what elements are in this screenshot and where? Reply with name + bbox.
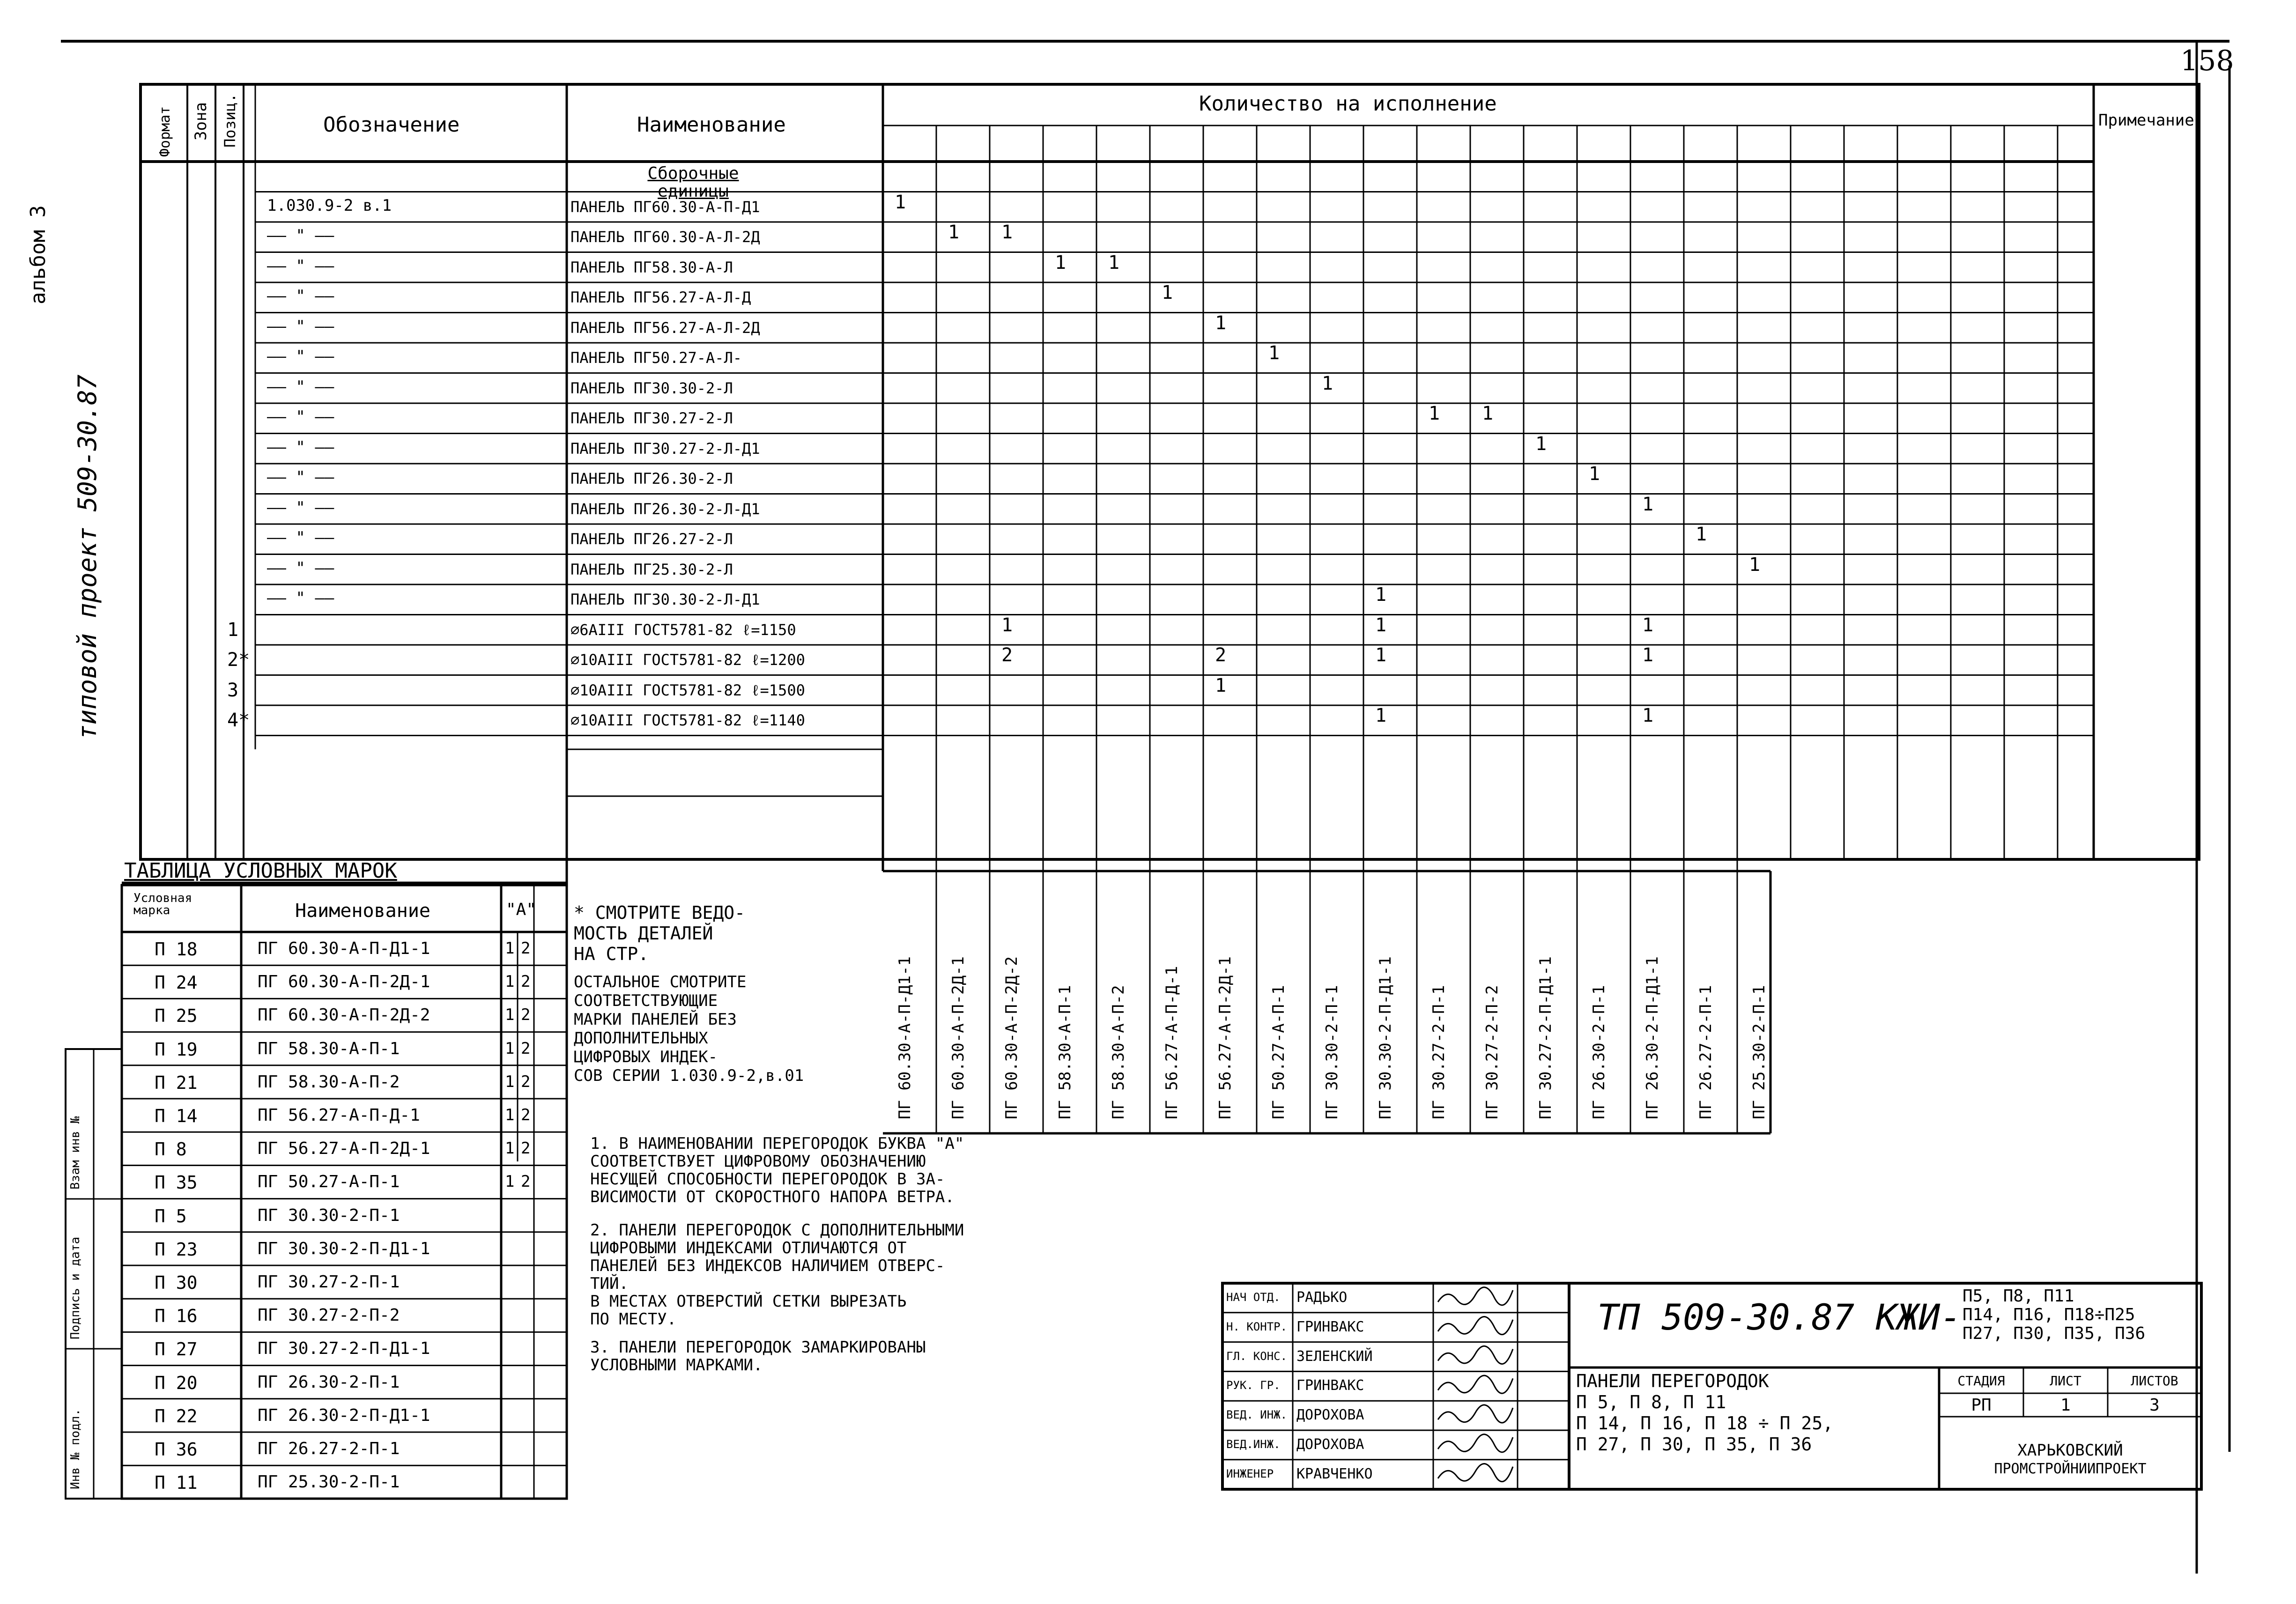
row-designation: —— " —— (267, 468, 334, 487)
row-designation: —— " —— (267, 437, 334, 457)
mark-name: ПГ 26.30-2-П-1 (258, 1372, 400, 1392)
note-line: МОСТЬ ДЕТАЛЕЙ (574, 923, 713, 944)
column-label: ПГ 58.30-А-П-2 (1109, 985, 1128, 1119)
row-designation: —— " —— (267, 256, 334, 275)
signature-scribble (1438, 1405, 1513, 1423)
mark-code: П 22 (155, 1405, 198, 1427)
section-title: Сборочные единицы (647, 164, 739, 201)
mark-code: П 30 (155, 1272, 198, 1293)
header-quantity: Количество на исполнение (1199, 92, 1497, 116)
mark-name: ПГ 50.27-А-П-1 (258, 1172, 400, 1192)
signature-name: ГРИНВАКС (1296, 1318, 1364, 1335)
mark-code: П 14 (155, 1106, 198, 1126)
note-line: НА СТР. (574, 944, 649, 964)
note-line: В МЕСТАХ ОТВЕРСТИЙ СЕТКИ ВЫРЕЗАТЬ (590, 1292, 907, 1311)
code-suffix-1: П5, П8, П11 (1963, 1286, 2074, 1306)
marks-header-a: "А" (506, 900, 537, 919)
note-line: СООТВЕТСТВУЮЩИЕ (574, 991, 718, 1010)
row-designation: —— " —— (267, 558, 334, 577)
mark-a1: 1 (505, 1172, 515, 1191)
note-line: ЦИФРОВЫХ ИНДЕК- (574, 1048, 718, 1066)
mark-name: ПГ 25.30-2-П-1 (258, 1472, 400, 1492)
mark-a2: 2 (521, 1005, 531, 1025)
header-pos: Позиц. (221, 93, 239, 148)
mark-code: П 18 (155, 939, 198, 960)
stamp-sign: Подпись и дата (68, 1236, 82, 1339)
row-name: ПАНЕЛЬ ПГ50.27-А-Л- (570, 349, 742, 367)
row-qty: 1 (1268, 342, 1280, 364)
mark-a1: 1 (505, 1106, 515, 1124)
row-name: ПАНЕЛЬ ПГ30.30-2-Л (570, 379, 733, 397)
mark-code: П 35 (155, 1172, 198, 1193)
row-name: ПАНЕЛЬ ПГ56.27-А-Л-Д (570, 288, 751, 306)
row-qty: 1 (1696, 524, 1707, 545)
row-name: ПАНЕЛЬ ПГ25.30-2-Л (570, 560, 733, 578)
signature-scribble (1438, 1287, 1513, 1305)
row-designation: —— " —— (267, 226, 334, 245)
row-name: ПАНЕЛЬ ПГ30.27-2-Л (570, 409, 733, 427)
row-qty: 1 (948, 222, 960, 243)
mark-code: П 24 (155, 972, 198, 993)
row-qty: 1 (1482, 403, 1494, 424)
sheet-title-1: ПАНЕЛИ ПЕРЕГОРОДОК (1576, 1371, 1769, 1391)
column-label: ПГ 25.30-2-П-1 (1750, 985, 1769, 1119)
note-line: ТИЙ. (590, 1274, 629, 1293)
mark-code: П 19 (155, 1039, 198, 1060)
row-name: ⌀10АIII ГОСТ5781-82 ℓ=1200 (570, 651, 805, 669)
note-line: МАРКИ ПАНЕЛЕЙ БЕЗ (574, 1010, 737, 1029)
header-notes: Примечание (2098, 111, 2194, 130)
sheets-value: 3 (2149, 1396, 2160, 1415)
mark-code: П 8 (155, 1139, 187, 1160)
signature-name: ЗЕЛЕНСКИЙ (1296, 1348, 1373, 1365)
row-designation: 1.030.9-2 в.1 (267, 196, 392, 215)
note-line: СООТВЕТСТВУЕТ ЦИФРОВОМУ ОБОЗНАЧЕНИЮ (590, 1152, 926, 1171)
stage-value: РП (1971, 1396, 1992, 1415)
mark-a2: 2 (521, 1039, 531, 1058)
drawing-code: ТП 509-30.87 КЖИ- (1597, 1296, 1962, 1338)
mark-code: П 21 (155, 1072, 198, 1093)
column-label: ПГ 30.27-2-П-2 (1483, 985, 1502, 1119)
note-line: ВИСИМОСТИ ОТ СКОРОСТНОГО НАПОРА ВЕТРА. (590, 1188, 955, 1206)
mark-code: П 20 (155, 1372, 198, 1393)
mark-a1: 1 (505, 1072, 515, 1091)
row-qty: 1 (1589, 463, 1600, 485)
mark-name: ПГ 58.30-А-П-2 (258, 1072, 400, 1092)
signature-name: РАДЬКО (1296, 1289, 1348, 1306)
row-qty: 1 (1642, 644, 1654, 666)
row-designation: —— " —— (267, 589, 334, 607)
row-pos: 1 (227, 619, 239, 641)
mark-name: ПГ 60.30-А-П-Д1-1 (258, 939, 430, 958)
signature-name: ГРИНВАКС (1296, 1377, 1364, 1394)
mark-a2: 2 (521, 972, 531, 991)
mark-name: ПГ 30.27-2-П-1 (258, 1272, 400, 1292)
row-designation: —— " —— (267, 287, 334, 305)
note-line: 1. В НАИМЕНОВАНИИ ПЕРЕГОРОДОК БУКВА "А" (590, 1134, 964, 1153)
code-suffix-3: П27, П30, П35, П36 (1963, 1324, 2146, 1343)
row-pos: 4* (227, 710, 250, 731)
row-qty: 1 (895, 191, 906, 213)
marks-header-mark: Условная марка (133, 891, 193, 917)
signature-role: ВЕД. ИНЖ. (1226, 1408, 1288, 1422)
mark-a2: 2 (521, 1172, 531, 1191)
mark-code: П 5 (155, 1205, 187, 1227)
code-suffix-2: П14, П16, П18÷П25 (1963, 1305, 2135, 1324)
row-qty: 1 (1055, 251, 1067, 273)
note-line: НЕСУЩЕЙ СПОСОБНОСТИ ПЕРЕГОРОДОК В ЗА- (590, 1170, 945, 1189)
mark-name: ПГ 56.27-А-П-2Д-1 (258, 1139, 430, 1159)
row-qty: 1 (1215, 674, 1227, 696)
stamp-replace: Взам инв № (68, 1116, 82, 1190)
mark-a2: 2 (521, 1106, 531, 1124)
signature-name: ДОРОХОВА (1296, 1436, 1364, 1453)
row-qty: 1 (1215, 312, 1227, 334)
sheet-title-2: П 5, П 8, П 11 (1576, 1392, 1726, 1412)
mark-code: П 11 (155, 1472, 198, 1493)
mark-name: ПГ 56.27-А-П-Д-1 (258, 1106, 420, 1125)
row-designation: —— " —— (267, 528, 334, 547)
signature-role: РУК. ГР. (1226, 1379, 1281, 1392)
column-label: ПГ 30.27-2-П-Д1-1 (1536, 956, 1555, 1119)
mark-name: ПГ 60.30-А-П-2Д-1 (258, 972, 430, 992)
signature-scribble (1438, 1434, 1513, 1452)
row-name: ПАНЕЛЬ ПГ26.27-2-Л (570, 530, 733, 548)
mark-a1: 1 (505, 972, 515, 991)
mark-name: ПГ 30.30-2-П-Д1-1 (258, 1239, 430, 1258)
row-pos: 3 (227, 679, 239, 701)
column-label: ПГ 60.30-А-П-Д1-1 (896, 956, 914, 1119)
page-number: 158 (2180, 44, 2234, 77)
row-qty: 1 (1749, 554, 1761, 576)
note-line: ПО МЕСТУ. (590, 1310, 677, 1329)
row-name: ПАНЕЛЬ ПГ58.30-А-Л (570, 258, 733, 276)
sheet-title-3: П 14, П 16, П 18 ÷ П 25, (1576, 1413, 1834, 1434)
mark-name: ПГ 58.30-А-П-1 (258, 1039, 400, 1058)
mark-a1: 1 (505, 1139, 515, 1158)
row-qty: 1 (1375, 705, 1387, 726)
org-name-2: ПРОМСТРОЙНИИПРОЕКТ (1994, 1461, 2147, 1477)
row-name: ⌀6АIII ГОСТ5781-82 ℓ=1150 (570, 621, 796, 639)
mark-a2: 2 (521, 939, 531, 958)
header-designation: Обозначение (323, 113, 460, 137)
column-label: ПГ 30.30-2-П-1 (1323, 985, 1341, 1119)
note-line: УСЛОВНЫМИ МАРКАМИ. (590, 1356, 763, 1375)
mark-name: ПГ 26.27-2-П-1 (258, 1439, 400, 1458)
signature-scribble (1438, 1316, 1513, 1334)
column-label: ПГ 60.30-А-П-2Д-1 (949, 956, 968, 1119)
header-format: Формат (157, 106, 173, 157)
note-line: 3. ПАНЕЛИ ПЕРЕГОРОДОК ЗАМАРКИРОВАНЫ (590, 1338, 926, 1357)
row-designation: —— " —— (267, 498, 334, 517)
mark-code: П 23 (155, 1239, 198, 1260)
signature-role: ГЛ. КОНС. (1226, 1349, 1288, 1363)
row-qty: 1 (1322, 372, 1333, 394)
stage-label: СТАДИЯ (1957, 1373, 2005, 1389)
marks-title: ТАБЛИЦА УСЛОВНЫХ МАРОК (124, 859, 397, 883)
row-qty: 1 (1429, 403, 1440, 424)
column-label: ПГ 30.27-2-П-1 (1429, 985, 1448, 1119)
signature-scribble (1438, 1464, 1513, 1481)
row-name: ПАНЕЛЬ ПГ26.30-2-Л (570, 470, 733, 488)
org-name-1: ХАРЬКОВСКИЙ (2017, 1441, 2123, 1460)
stamp-inv: Инв № подл. (68, 1408, 82, 1489)
album-label: альбом 3 (26, 205, 50, 304)
note-line: ПАНЕЛЕЙ БЕЗ ИНДЕКСОВ НАЛИЧИЕМ ОТВЕРС- (590, 1257, 945, 1275)
row-qty: 1 (1535, 433, 1547, 455)
signature-role: ИНЖЕНЕР (1226, 1467, 1274, 1480)
note-line: 2. ПАНЕЛИ ПЕРЕГОРОДОК С ДОПОЛНИТЕЛЬНЫМИ (590, 1221, 964, 1240)
mark-code: П 27 (155, 1339, 198, 1360)
row-name: ПАНЕЛЬ ПГ56.27-А-Л-2Д (570, 318, 760, 337)
mark-name: ПГ 30.30-2-П-1 (258, 1205, 400, 1225)
signature-name: ДОРОХОВА (1296, 1407, 1364, 1424)
note-line: * СМОТРИТЕ ВЕДО- (574, 902, 746, 923)
header-name: Наименование (637, 113, 786, 137)
row-designation: —— " —— (267, 377, 334, 396)
mark-code: П 16 (155, 1306, 198, 1327)
row-name: ⌀10АIII ГОСТ5781-82 ℓ=1140 (570, 711, 805, 729)
column-label: ПГ 58.30-А-П-1 (1056, 985, 1074, 1119)
row-name: ПАНЕЛЬ ПГ30.27-2-Л-Д1 (570, 439, 760, 458)
sheet-label: ЛИСТ (2050, 1373, 2081, 1389)
note-line: СОВ СЕРИИ 1.030.9-2,в.01 (574, 1066, 804, 1085)
mark-name: ПГ 60.30-А-П-2Д-2 (258, 1005, 430, 1025)
signature-scribble (1438, 1346, 1513, 1364)
row-qty: 2 (1001, 644, 1013, 666)
sheet-title-4: П 27, П 30, П 35, П 36 (1576, 1434, 1812, 1455)
signature-name: КРАВЧЕНКО (1296, 1465, 1373, 1482)
row-qty: 1 (1108, 251, 1120, 273)
mark-a2: 2 (521, 1139, 531, 1158)
row-qty: 1 (1375, 644, 1387, 666)
signature-scribble (1438, 1375, 1513, 1393)
sheets-label: ЛИСТОВ (2131, 1373, 2178, 1389)
row-qty: 1 (1001, 222, 1013, 243)
row-name: ПАНЕЛЬ ПГ60.30-А-П-Д1 (570, 198, 760, 216)
column-label: ПГ 26.30-2-П-1 (1590, 985, 1608, 1119)
mark-code: П 36 (155, 1439, 198, 1460)
marks-header-name: Наименование (295, 900, 430, 922)
row-qty: 1 (1375, 584, 1387, 606)
row-name: ⌀10АIII ГОСТ5781-82 ℓ=1500 (570, 681, 805, 699)
column-label: ПГ 50.27-А-П-1 (1269, 985, 1288, 1119)
row-name: ПАНЕЛЬ ПГ26.30-2-Л-Д1 (570, 500, 760, 518)
column-label: ПГ 30.30-2-П-Д1-1 (1376, 956, 1395, 1119)
signature-role: ВЕД.ИНЖ. (1226, 1438, 1281, 1451)
mark-name: ПГ 30.27-2-П-Д1-1 (258, 1339, 430, 1359)
row-designation: —— " —— (267, 317, 334, 336)
mark-code: П 25 (155, 1005, 198, 1027)
row-qty: 1 (1642, 614, 1654, 636)
row-designation: —— " —— (267, 407, 334, 426)
row-name: ПАНЕЛЬ ПГ60.30-А-Л-2Д (570, 228, 760, 246)
column-label: ПГ 60.30-А-П-2Д-2 (1002, 956, 1021, 1119)
column-label: ПГ 56.27-А-П-2Д-1 (1216, 956, 1235, 1119)
column-label: ПГ 26.27-2-П-1 (1696, 985, 1715, 1119)
row-qty: 1 (1162, 282, 1173, 303)
row-pos: 2* (227, 649, 250, 671)
row-designation: —— " —— (267, 347, 334, 366)
mark-a1: 1 (505, 1005, 515, 1025)
note-line: ОСТАЛЬНОЕ СМОТРИТЕ (574, 973, 747, 991)
mark-name: ПГ 30.27-2-П-2 (258, 1306, 400, 1325)
project-label: типовой проект 509-30.87 (73, 374, 102, 740)
row-qty: 1 (1375, 614, 1387, 636)
column-label: ПГ 26.30-2-П-Д1-1 (1643, 956, 1662, 1119)
row-qty: 2 (1215, 644, 1227, 666)
row-qty: 1 (1001, 614, 1013, 636)
sheet-value: 1 (2060, 1396, 2071, 1415)
signature-role: Н. КОНТР. (1226, 1320, 1288, 1333)
row-name: ПАНЕЛЬ ПГ30.30-2-Л-Д1 (570, 591, 760, 608)
mark-a2: 2 (521, 1072, 531, 1091)
column-label: ПГ 56.27-А-П-Д-1 (1163, 966, 1181, 1119)
row-qty: 1 (1642, 705, 1654, 726)
note-line: ДОПОЛНИТЕЛЬНЫХ (574, 1029, 708, 1048)
row-qty: 1 (1642, 493, 1654, 515)
mark-name: ПГ 26.30-2-П-Д1-1 (258, 1405, 430, 1425)
signature-role: НАЧ ОТД. (1226, 1291, 1281, 1304)
mark-a1: 1 (505, 939, 515, 958)
mark-a1: 1 (505, 1039, 515, 1058)
note-line: ЦИФРОВЫМИ ИНДЕКСАМИ ОТЛИЧАЮТСЯ ОТ (590, 1239, 907, 1257)
header-zone: Зона (192, 102, 210, 140)
